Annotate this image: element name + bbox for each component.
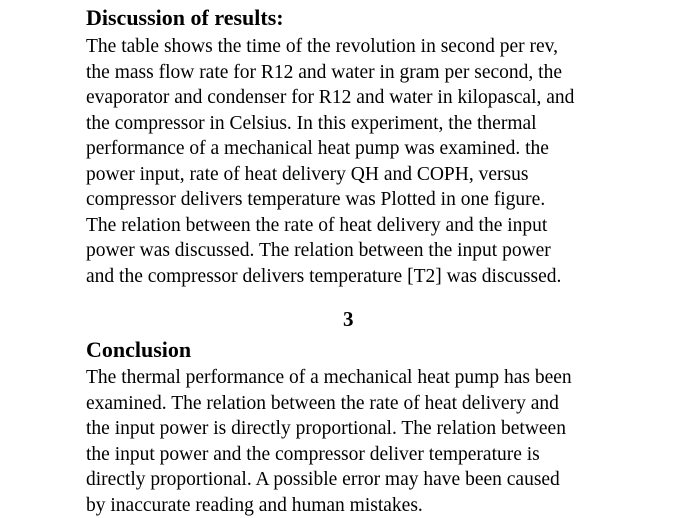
conclusion-line: directly proportional. A possible error may have been caused — [86, 467, 676, 493]
discussion-line: and the compressor delivers temperature [T2] was discussed. — [86, 264, 676, 290]
page-number: 3 — [343, 306, 354, 332]
conclusion-line: The thermal performance of a mechanical heat pump has been — [86, 365, 676, 391]
document-page — [86, 4, 676, 289]
conclusion-heading: Conclusion — [86, 336, 676, 364]
conclusion-line: the input power is directly proportional. The relation between — [86, 416, 676, 442]
discussion-line: The relation between the rate of heat delivery and the input — [86, 213, 676, 239]
discussion-line: evaporator and condenser for R12 and water in kilopascal, and — [86, 85, 676, 111]
discussion-line: power input, rate of heat delivery QH and COPH, versus — [86, 162, 676, 188]
conclusion-paragraph — [86, 365, 676, 518]
discussion-heading: Discussion of results: — [86, 4, 676, 32]
conclusion-section — [86, 336, 676, 518]
conclusion-line: examined. The relation between the rate of heat delivery and — [86, 391, 676, 417]
discussion-line: compressor delivers temperature was Plotted in one figure. — [86, 187, 676, 213]
discussion-line: The table shows the time of the revolution in second per rev, — [86, 34, 676, 60]
discussion-line: the mass flow rate for R12 and water in gram per second, the — [86, 60, 676, 86]
discussion-paragraph — [86, 34, 676, 289]
discussion-line: performance of a mechanical heat pump was examined. the — [86, 136, 676, 162]
discussion-section — [86, 4, 676, 289]
discussion-line: power was discussed. The relation between the input power — [86, 238, 676, 264]
conclusion-line: by inaccurate reading and human mistakes. — [86, 493, 676, 518]
conclusion-line: the input power and the compressor deliver temperature is — [86, 442, 676, 468]
discussion-line: the compressor in Celsius. In this experiment, the thermal — [86, 111, 676, 137]
